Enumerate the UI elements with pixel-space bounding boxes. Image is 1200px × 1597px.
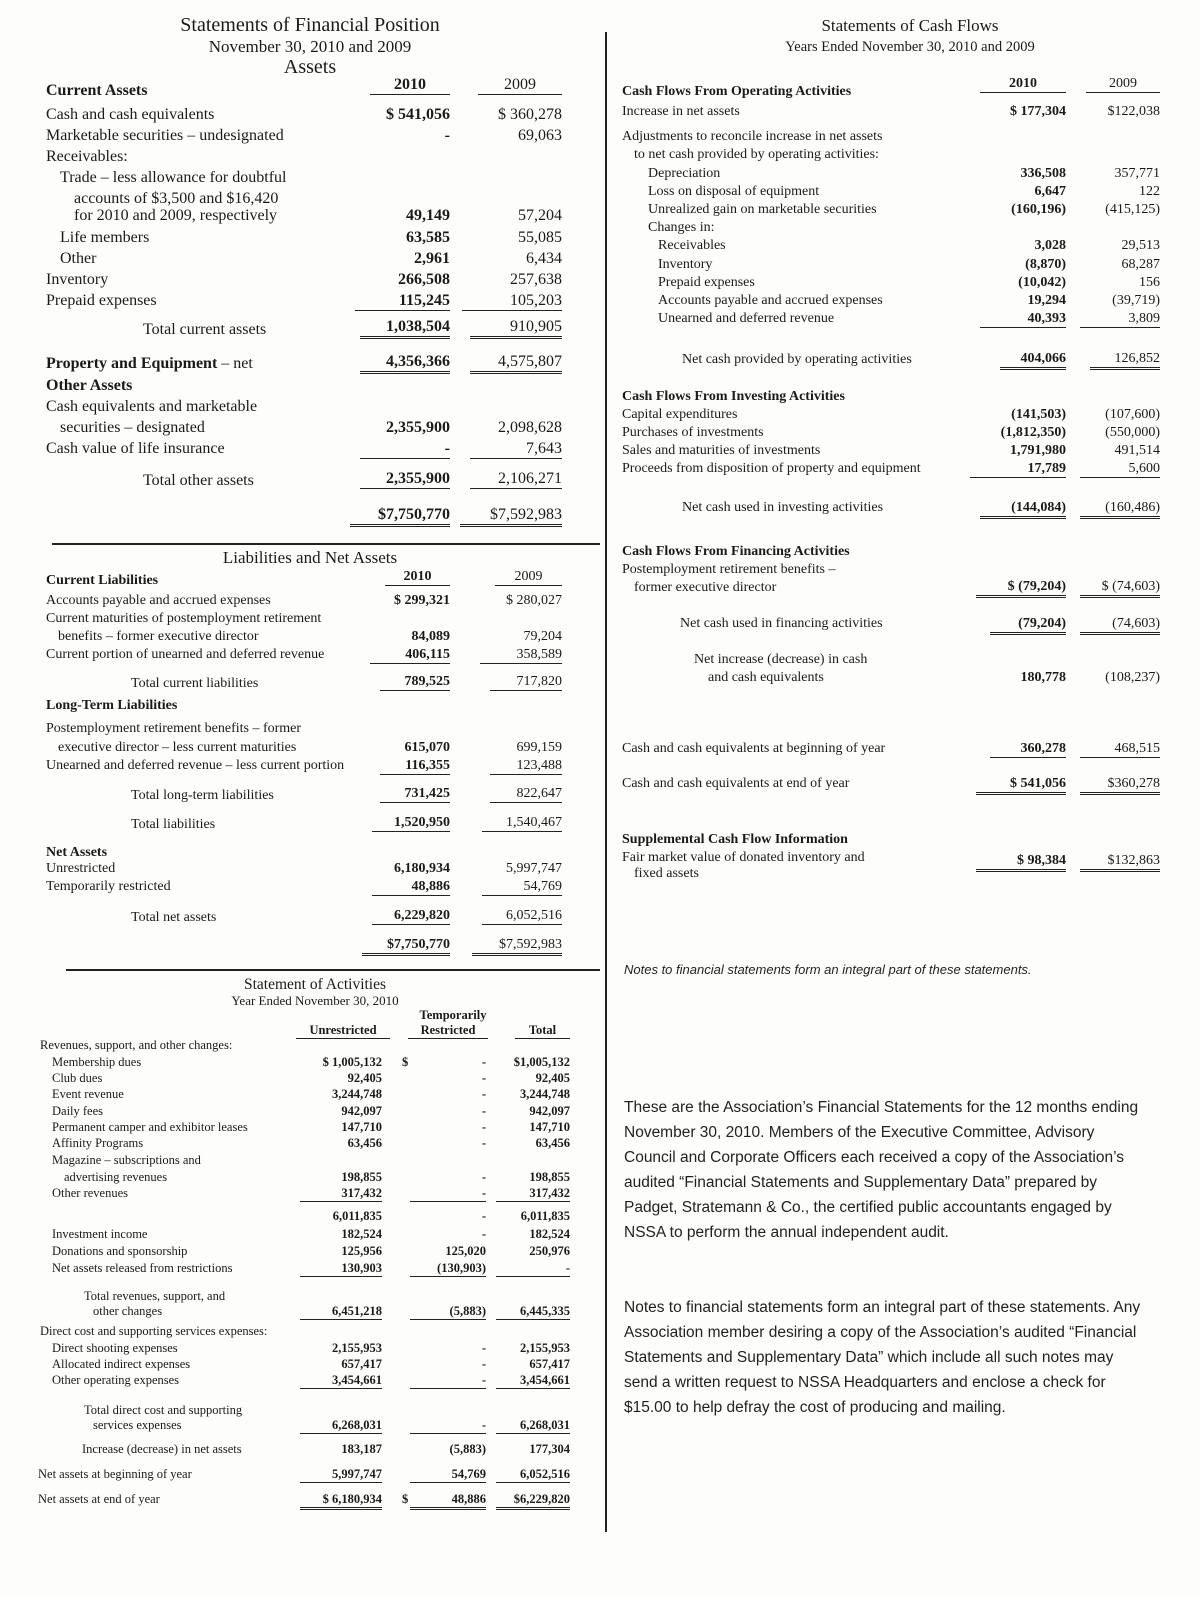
fp-row-2010: 63,585 (406, 229, 450, 246)
activity-temp: - (481, 1341, 486, 1355)
adjustment-2009: 29,513 (1121, 238, 1160, 253)
current-liability-2009: 79,204 (523, 629, 562, 644)
activity-temp: (5,883) (410, 1304, 486, 1320)
adjustment-2010: (160,196) (1011, 202, 1066, 217)
section-rule-2 (66, 969, 600, 971)
investing-2009: (107,600) (1105, 407, 1160, 422)
adjustment-label: Depreciation (648, 166, 721, 181)
activity-unrestricted: 942,097 (341, 1104, 382, 1118)
fp-row-2009: 257,638 (510, 271, 562, 288)
activity-total: 6,052,516 (496, 1467, 570, 1483)
adjustment-2010: 40,393 (980, 311, 1066, 328)
activity-unrestricted: 147,710 (341, 1120, 382, 1134)
net-operating-label: Net cash provided by operating activities (682, 352, 912, 367)
other-asset-2009: 2,098,628 (498, 419, 562, 436)
current-assets-heading: Current Assets (46, 82, 148, 99)
cf-col-2009: 2009 (1086, 76, 1160, 93)
total-revenues-line2: other changes (93, 1304, 163, 1318)
current-liability-label: Current portion of unearned and deferred revenue (46, 647, 325, 662)
net-operating-2010: 404,066 (1000, 351, 1066, 370)
activity-temp: - (481, 1209, 486, 1223)
cash-beginning-label: Cash and cash equivalents at beginning of year (622, 741, 886, 756)
total-other-assets-label: Total other assets (143, 472, 254, 489)
cf-increase-2010: $ 177,304 (1010, 104, 1066, 119)
fp-row-2010: - (444, 127, 450, 144)
activity-total: 942,097 (529, 1104, 570, 1118)
activity-label: Other revenues (52, 1186, 129, 1200)
activity-total: 2,155,953 (520, 1341, 570, 1355)
activity-temp: - (481, 1227, 486, 1241)
fp-row-label: Marketable securities – undesignated (46, 127, 284, 144)
adjustment-2010: 19,294 (1027, 293, 1066, 308)
long-liability-2010: 116,355 (380, 758, 450, 775)
liab-grand-total-2009: $7,592,983 (472, 937, 562, 956)
long-liability-label: Unearned and deferred revenue – less current portion (46, 758, 345, 773)
notes-paragraph-2: Notes to financial statements form an integral part of these statements. Any Association member desiring a copy of the Association’s audited “Financial Statements and Supplementary Data” which include all such notes may send a written request to NSSA Headquarters and enclose a check for $15.00 to help defray the cost of producing and mailing. (624, 1299, 1141, 1416)
financing-2010: $ (79,204) (976, 579, 1066, 598)
activity-total: 250,976 (529, 1244, 570, 1258)
fp-row-label: Cash and cash equivalents (46, 106, 215, 123)
total-assets-2009: $7,592,983 (460, 506, 562, 527)
liab-col-2009: 2009 (495, 569, 562, 586)
net-investing-label: Net cash used in investing activities (682, 500, 884, 515)
cf-col-2010: 2010 (980, 76, 1066, 93)
total-other-assets-2010: 2,355,900 (360, 470, 450, 489)
investing-2009: 491,514 (1114, 443, 1160, 458)
cf-increase-2009: $122,038 (1107, 104, 1160, 119)
cf-increase-label: Increase in net assets (622, 104, 740, 119)
col-temp-line2: Restricted (408, 1023, 488, 1039)
net-investing-2010: (144,084) (980, 500, 1066, 519)
net-increase-2010: 180,778 (1020, 670, 1066, 685)
total-long-term-2010: 731,425 (380, 786, 450, 803)
activity-unrestricted: 92,405 (347, 1071, 382, 1085)
total-liabilities-label: Total liabilities (131, 817, 216, 832)
activity-label: Direct shooting expenses (52, 1341, 178, 1355)
activity-temp: - (481, 1087, 486, 1101)
col-temp-line1: Temporarily (419, 1008, 487, 1022)
activity-total: 182,524 (529, 1227, 570, 1241)
long-liability-label: Postemployment retirement benefits – former (46, 721, 302, 736)
liab-col-2010: 2010 (385, 569, 450, 586)
activity-unrestricted: 6,011,835 (332, 1209, 382, 1223)
net-asset-2009: 54,769 (482, 879, 562, 896)
current-liability-2010: 406,115 (370, 647, 450, 664)
investing-2010: (141,503) (1011, 407, 1066, 422)
property-label-suffix: – net (217, 355, 253, 372)
fp-row-2009: $ 360,278 (498, 106, 562, 123)
activity-unrestricted: 3,244,748 (332, 1087, 382, 1101)
activity-unrestricted: 5,997,747 (300, 1467, 382, 1483)
activity-label: Daily fees (52, 1104, 104, 1118)
total-current-liabilities-2010: 789,525 (380, 674, 450, 691)
fp-col-2009: 2009 (478, 76, 562, 95)
current-liability-label: benefits – former executive director (58, 629, 259, 644)
investing-2009: 5,600 (1080, 461, 1160, 478)
activity-total: 6,011,835 (520, 1209, 570, 1223)
investing-2010: 17,789 (970, 461, 1066, 478)
current-liability-2010: $ 299,321 (394, 593, 450, 608)
adjustment-2009: 3,809 (1080, 311, 1160, 328)
fp-row-2010: 115,245 (355, 292, 450, 311)
activity-total: 92,405 (535, 1071, 570, 1085)
property-2009: 4,575,807 (470, 353, 562, 374)
total-long-term-label: Total long-term liabilities (131, 788, 274, 803)
financial-position-title: Statements of Financial Position (180, 14, 440, 36)
fp-row-2010: $ 541,056 (386, 106, 450, 123)
other-assets-heading: Other Assets (46, 377, 133, 394)
fp-row-label: Inventory (46, 271, 109, 288)
activity-total: 317,432 (496, 1186, 570, 1202)
activity-total: 6,268,031 (496, 1418, 570, 1434)
adjustment-2010: (10,042) (1018, 275, 1066, 290)
investing-label: Sales and maturities of investments (622, 443, 821, 458)
activity-temp: - (410, 1186, 486, 1202)
fp-row-label: Other (60, 250, 97, 267)
activity-temp: - (481, 1055, 486, 1069)
activity-label: Allocated indirect expenses (52, 1357, 191, 1371)
activity-temp: 54,769 (410, 1467, 486, 1483)
fp-row-label: Receivables: (46, 148, 128, 165)
long-liability-2009: 123,488 (490, 758, 562, 775)
total-expenses-line2: services expenses (93, 1418, 182, 1432)
long-liability-2010: 615,070 (404, 740, 450, 755)
activity-temp: 48,886 (410, 1492, 486, 1510)
activity-total: $6,229,820 (496, 1492, 570, 1510)
adjustment-label: Accounts payable and accrued expenses (658, 293, 883, 308)
activity-temp: - (410, 1373, 486, 1389)
fp-row-2009: 6,434 (526, 250, 562, 267)
fp-row-label: Life members (60, 229, 150, 246)
adjustment-label: Prepaid expenses (658, 275, 755, 290)
net-asset-label: Temporarily restricted (46, 879, 171, 894)
cash-beginning-2010: 360,278 (990, 741, 1066, 758)
activity-label: Permanent camper and exhibitor leases (52, 1120, 248, 1134)
activity-temp: - (481, 1136, 486, 1150)
notes-paragraph-1: These are the Association’s Financial Statements for the 12 months ending November 30, 2010. Members of the Executive Committee, Advisory Council and Corporate Officers each received a copy of the Association’s audited “Financial Statements and Supplementary Data” prepared by Padget, Stratemann & Co., the certified public accountants engaged by NSSA to perform the annual independent audit. (624, 1099, 1139, 1241)
activity-temp: - (481, 1104, 486, 1118)
activity-temp: - (481, 1357, 486, 1371)
investing-heading: Cash Flows From Investing Activities (622, 389, 845, 404)
adjustment-2009: (415,125) (1105, 202, 1160, 217)
current-liability-2010: 84,089 (411, 629, 450, 644)
net-increase-line1: Net increase (decrease) in cash (694, 652, 868, 667)
other-asset-label: Cash equivalents and marketable (46, 398, 258, 415)
fp-row-2009: 55,085 (518, 229, 562, 246)
cash-flows-title: Statements of Cash Flows (821, 16, 999, 35)
activity-total: - (496, 1261, 570, 1277)
net-asset-2010: 48,886 (372, 879, 450, 896)
activity-unrestricted: 317,432 (300, 1186, 382, 1202)
adjustments-line2: to net cash provided by operating activities: (634, 147, 879, 162)
adjustment-2009: 68,287 (1121, 257, 1160, 272)
activity-temp-symbol: $ (402, 1055, 409, 1069)
activity-temp: - (481, 1170, 486, 1184)
activity-label: Net assets at end of year (38, 1492, 160, 1506)
activity-temp: (5,883) (449, 1442, 486, 1456)
activity-total: 3,244,748 (520, 1087, 570, 1101)
activity-unrestricted: 63,456 (347, 1136, 382, 1150)
total-net-assets-label: Total net assets (131, 910, 217, 925)
net-asset-2009: 5,997,747 (506, 861, 562, 876)
total-current-assets-2010: 1,038,504 (360, 318, 450, 339)
adjustments-line1: Adjustments to reconcile increase in net assets (622, 129, 883, 144)
activity-label: Donations and sponsorship (52, 1244, 188, 1258)
cash-end-2009: $360,278 (1080, 776, 1160, 795)
cash-end-label: Cash and cash equivalents at end of year (622, 776, 850, 791)
cash-beginning-2009: 468,515 (1080, 741, 1160, 758)
activity-unrestricted: 3,454,661 (300, 1373, 382, 1389)
total-liabilities-2010: 1,520,950 (372, 815, 450, 832)
activity-label: Membership dues (52, 1055, 142, 1069)
other-asset-label: Cash value of life insurance (46, 440, 225, 457)
fp-row-label: Prepaid expenses (46, 292, 157, 309)
section-rule-1 (52, 543, 600, 545)
adjustment-2010: (8,870) (1025, 257, 1066, 272)
cash-flows-subtitle: Years Ended November 30, 2010 and 2009 (785, 39, 1035, 55)
current-liability-2009: 358,589 (480, 647, 562, 664)
adjustment-label: Changes in: (648, 220, 715, 235)
activity-total: 3,454,661 (496, 1373, 570, 1389)
liabilities-title: Liabilities and Net Assets (222, 548, 398, 567)
activity-temp: (130,903) (410, 1261, 486, 1277)
net-assets-heading: Net Assets (46, 845, 108, 860)
activity-label: Increase (decrease) in net assets (82, 1442, 242, 1456)
activity-unrestricted: 2,155,953 (332, 1341, 382, 1355)
total-expenses-line1: Total direct cost and supporting (84, 1403, 243, 1417)
activity-unrestricted: 182,524 (341, 1227, 382, 1241)
col-unrestricted: Unrestricted (296, 1023, 390, 1039)
net-asset-2010: 6,180,934 (394, 861, 450, 876)
investing-2009: (550,000) (1105, 425, 1160, 440)
current-liability-label: Accounts payable and accrued expenses (46, 593, 271, 608)
activity-temp: - (481, 1120, 486, 1134)
adjustment-2010: 6,647 (1034, 184, 1066, 199)
right-column (610, 0, 1200, 1597)
cash-end-2010: $ 541,056 (976, 776, 1066, 795)
supplemental-2009: $132,863 (1080, 853, 1160, 872)
activity-unrestricted: $ 1,005,132 (322, 1055, 382, 1069)
net-increase-2009: (108,237) (1105, 670, 1160, 685)
total-long-term-2009: 822,647 (490, 786, 562, 803)
net-investing-2009: (160,486) (1080, 500, 1160, 519)
expenses-heading: Direct cost and supporting services expenses: (40, 1324, 268, 1338)
notes-italic: Notes to financial statements form an integral part of these statements. (624, 962, 1032, 977)
financing-heading: Cash Flows From Financing Activities (622, 544, 850, 559)
activity-unrestricted: 198,855 (341, 1170, 382, 1184)
total-current-assets-label: Total current assets (143, 321, 267, 338)
adjustment-label: Unearned and deferred revenue (658, 311, 835, 326)
activities-title: Statement of Activities (243, 976, 387, 993)
adjustment-2009: 357,771 (1114, 166, 1160, 181)
investing-label: Proceeds from disposition of property and equipment (622, 461, 921, 476)
adjustment-label: Unrealized gain on marketable securities (648, 202, 877, 217)
activity-label: Club dues (52, 1071, 103, 1085)
activity-unrestricted: 6,268,031 (300, 1418, 382, 1434)
activity-unrestricted: 657,417 (341, 1357, 382, 1371)
activity-temp: - (410, 1418, 486, 1434)
long-liability-2009: 699,159 (516, 740, 562, 755)
investing-2010: 1,791,980 (1010, 443, 1066, 458)
adjustment-2009: (39,719) (1112, 293, 1160, 308)
adjustment-2009: 156 (1139, 275, 1160, 290)
total-assets-2010: $7,750,770 (350, 506, 450, 527)
activity-total: 6,445,335 (496, 1304, 570, 1320)
activity-unrestricted: 183,187 (341, 1442, 382, 1456)
fp-row-2010: 2,961 (414, 250, 450, 267)
fp-row-2009: 57,204 (518, 207, 562, 224)
fp-row-2010: 49,149 (406, 207, 450, 224)
investing-label: Capital expenditures (622, 407, 738, 422)
supplemental-heading: Supplemental Cash Flow Information (622, 832, 848, 847)
activity-total: 177,304 (529, 1442, 570, 1456)
activity-label: Investment income (52, 1227, 148, 1241)
current-liabilities-heading: Current Liabilities (46, 573, 159, 588)
activity-label: Event revenue (52, 1087, 124, 1101)
total-other-assets-2009: 2,106,271 (470, 470, 562, 489)
total-current-liabilities-2009: 717,820 (490, 674, 562, 691)
activity-temp-symbol: $ (402, 1492, 409, 1506)
activity-total: $1,005,132 (513, 1055, 570, 1069)
net-increase-line2: and cash equivalents (708, 670, 824, 685)
net-operating-2009: 126,852 (1090, 351, 1160, 370)
activity-label: Net assets released from restrictions (52, 1261, 233, 1275)
net-financing-2009: (74,603) (1080, 616, 1160, 635)
fp-row-2010: 266,508 (398, 271, 450, 288)
financial-position-subtitle: November 30, 2010 and 2009 (208, 37, 412, 56)
supplemental-line1: Fair market value of donated inventory and (622, 850, 865, 865)
long-term-liabilities-heading: Long-Term Liabilities (46, 698, 178, 713)
supplemental-2010: $ 98,384 (976, 853, 1066, 872)
activity-total: 657,417 (529, 1357, 570, 1371)
activity-unrestricted: 125,956 (341, 1244, 382, 1258)
net-asset-label: Unrestricted (46, 861, 116, 876)
fp-row-label: Trade – less allowance for doubtful (60, 169, 287, 186)
fp-row-2009: 69,063 (518, 127, 562, 144)
activity-total: 147,710 (529, 1120, 570, 1134)
property-label-main: Property and Equipment (46, 355, 218, 372)
fp-row-2009: 105,203 (462, 292, 562, 311)
adjustment-label: Inventory (658, 257, 713, 272)
activity-label: Magazine – subscriptions and (52, 1153, 201, 1167)
financing-2009: $ (74,603) (1080, 579, 1160, 598)
assets-heading: Assets (283, 56, 337, 78)
adjustment-2010: 3,028 (1034, 238, 1066, 253)
investing-2010: (1,812,350) (1000, 425, 1066, 440)
supplemental-line2: fixed assets (634, 866, 699, 881)
total-revenues-line1: Total revenues, support, and (84, 1289, 226, 1303)
activity-unrestricted: $ 6,180,934 (300, 1492, 382, 1510)
net-financing-2010: (79,204) (990, 616, 1066, 635)
operating-heading: Cash Flows From Operating Activities (622, 84, 852, 99)
fp-row-label: for 2010 and 2009, respectively (74, 207, 278, 224)
property-equipment-label (46, 355, 253, 373)
activity-total: 198,855 (529, 1170, 570, 1184)
other-asset-2010: - (360, 440, 450, 459)
total-current-liabilities-label: Total current liabilities (131, 676, 259, 691)
liab-grand-total-2010: $7,750,770 (362, 937, 450, 956)
current-liability-2009: $ 280,027 (506, 593, 562, 608)
long-liability-label: executive director – less current maturities (58, 740, 297, 755)
activity-temp: - (481, 1071, 486, 1085)
investing-label: Purchases of investments (622, 425, 764, 440)
activity-label: Net assets at beginning of year (38, 1467, 192, 1481)
other-asset-label: securities – designated (60, 419, 205, 436)
activities-subtitle: Year Ended November 30, 2010 (231, 993, 399, 1008)
financing-line2: former executive director (634, 580, 777, 595)
adjustment-2009: 122 (1139, 184, 1160, 199)
activity-unrestricted: 6,451,218 (300, 1304, 382, 1320)
adjustment-label: Receivables (658, 238, 726, 253)
column-divider (605, 32, 607, 1532)
activity-total: 63,456 (535, 1136, 570, 1150)
activity-label: Other operating expenses (52, 1373, 180, 1387)
activity-label: advertising revenues (64, 1170, 168, 1184)
total-liabilities-2009: 1,540,467 (482, 815, 562, 832)
total-net-assets-2009: 6,052,516 (482, 908, 562, 925)
financing-line1: Postemployment retirement benefits – (622, 562, 836, 577)
activity-unrestricted: 130,903 (300, 1261, 382, 1277)
net-financing-label: Net cash used in financing activities (680, 616, 883, 631)
fp-row-label: accounts of $3,500 and $16,420 (74, 190, 279, 207)
other-asset-2009: 7,643 (470, 440, 562, 459)
activity-label: Affinity Programs (52, 1136, 144, 1150)
other-asset-2010: 2,355,900 (386, 419, 450, 436)
revenues-heading: Revenues, support, and other changes: (40, 1038, 233, 1052)
total-current-assets-2009: 910,905 (470, 318, 562, 339)
property-2010: 4,356,366 (360, 353, 450, 374)
col-total: Total (515, 1023, 570, 1039)
fp-col-2010: 2010 (370, 76, 450, 95)
adjustment-label: Loss on disposal of equipment (648, 184, 820, 199)
total-net-assets-2010: 6,229,820 (372, 908, 450, 925)
current-liability-label: Current maturities of postemployment retirement (46, 611, 322, 626)
activity-temp: 125,020 (445, 1244, 486, 1258)
adjustment-2010: 336,508 (1020, 166, 1066, 181)
